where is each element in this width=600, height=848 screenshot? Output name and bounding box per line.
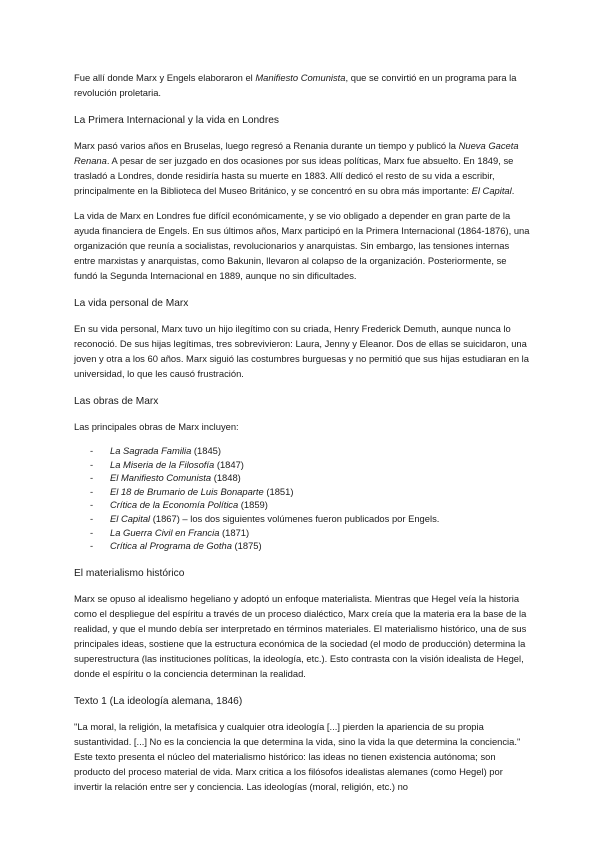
materialism-paragraph: Marx se opuso al idealismo hegeliano y adoptó un enfoque materialista. Mientras que Hegel veía la historia como el despliegue del espíritu a través de un proceso dialéctico, Marx creía que la materia era la base de la realidad, y que el mundo debía ser interpretado en términos materiales. El materialismo histórico, una de sus principales ideas, sostiene que la estructura económica de la sociedad (el modo de producción) determina la superestructura (las instituciones políticas, la ideología, etc.). Esto contrasta con la visión idealista de Hegel, donde el espíritu o la conciencia determinan la realidad. xyxy=(74,592,527,679)
work-title: Crítica al Programa de Gotha xyxy=(110,540,232,552)
bullet: - xyxy=(90,512,94,524)
bullet: - xyxy=(90,485,94,497)
work-title: El Capital xyxy=(110,512,151,524)
intro-text-end: , que se convirtió en un programa para la revolución proletaria. xyxy=(74,72,517,98)
list-item xyxy=(74,526,532,540)
heading-works: Las obras de Marx xyxy=(74,396,159,407)
london-p1-emphasis: Nueva Gaceta Renana xyxy=(74,140,519,166)
work-title: La Sagrada Familia xyxy=(110,445,192,456)
work-year: (1875) xyxy=(231,540,262,552)
london-p1-text-2: . A pesar de ser juzgado en dos ocasiones por sus ideas políticas, Marx fue absuelto. En 1849, se trasladó a Londres, donde residiría hasta su muerte en 1883. Allí dedicó el resto de su vida a escribir, principalmente en la Biblioteca del Museo Británico, y se concentró en su obra más importante: xyxy=(74,155,514,196)
intro-emphasis: Manifiesto Comunista xyxy=(255,72,346,83)
work-year: (1847) xyxy=(214,458,244,470)
bullet: - xyxy=(90,445,94,456)
work-year: (1851) xyxy=(263,485,294,497)
work-year: (1871) xyxy=(219,526,250,538)
heading-text1: Texto 1 (La ideología alemana, 1846) xyxy=(74,695,243,707)
list-item xyxy=(74,498,532,512)
bullet: - xyxy=(90,458,94,470)
list-item xyxy=(74,471,532,485)
bullet: - xyxy=(90,526,94,538)
bullet: - xyxy=(90,472,94,484)
work-title: El 18 de Brumario de Luis Bonaparte xyxy=(110,485,264,497)
list-item xyxy=(74,444,532,458)
list-item xyxy=(74,458,532,472)
work-year: (1859) xyxy=(238,499,268,511)
bullet: - xyxy=(90,540,94,552)
list-item xyxy=(74,485,532,499)
works-list xyxy=(74,444,532,553)
work-title: Crítica de la Economía Política xyxy=(110,499,239,511)
list-item xyxy=(74,512,532,526)
work-title: El Manifiesto Comunista xyxy=(110,472,212,484)
work-title: La Miseria de la Filosofía xyxy=(110,458,215,470)
heading-materialism: El materialismo histórico xyxy=(74,567,185,579)
work-title: La Guerra Civil en Francia xyxy=(110,526,220,538)
intro-text: Fue allí donde Marx y Engels elaboraron el xyxy=(74,72,256,83)
heading-personal: La vida personal de Marx xyxy=(74,298,189,309)
list-item xyxy=(74,539,532,553)
bullet: - xyxy=(90,499,94,511)
london-p1-text-3: . xyxy=(511,185,515,196)
work-year: (1848) xyxy=(211,472,241,484)
text1-paragraph: "La moral, la religión, la metafísica y cualquier otra ideología [...] pierden la apariencia de su propia sustantividad. [...] No es la conciencia la que determina la vida, sino la vida la que determina la conciencia." Este texto presenta el núcleo del materialismo histórico: las ideas no tienen existencia autónoma; son producto del proceso material de vida. Marx critica a los filósofos idealistas alemanes (como Hegel) por invertir la relación entre ser y conciencia. Las ideologías (moral, religión, etc.) no xyxy=(74,720,521,792)
london-paragraph-2: La vida de Marx en Londres fue difícil económicamente, y se vio obligado a depender en gran parte de la ayuda financiera de Engels. En sus últimos años, Marx participó en la Primera Internacional (1864-1876), una organización que reunía a socialistas, revolucionarios y anarquistas. Sin embargo, las tensiones internas entre marxistas y anarquistas, como Bakunin, llevaron al colapso de la organización. Posteriormente, se fundó la Segunda Internacional en 1889, aunque no sin dificultades. xyxy=(74,210,530,281)
works-intro: Las principales obras de Marx incluyen: xyxy=(74,421,239,432)
personal-paragraph: En su vida personal, Marx tuvo un hijo ilegítimo con su criada, Henry Frederick Demuth, aunque nunca lo reconoció. De sus hijas legítimas, tres sobrevivieron: Laura, Jenny y Eleanor. Dos de ellas se suicidaron, una joven y otra a los 60 años. Marx siguió las costumbres burguesas y no permitió que sus hijas estudiaran en la universidad, lo que les causó frustración. xyxy=(74,323,529,379)
heading-london: La Primera Internacional y la vida en Londres xyxy=(74,115,279,126)
london-p1-emphasis-2: El Capital xyxy=(471,185,512,196)
london-paragraph-1 xyxy=(74,138,532,198)
work-year: (1845) xyxy=(191,445,222,456)
london-p1-text: Marx pasó varios años en Bruselas, luego regresó a Renania durante un tiempo y publicó la xyxy=(74,140,459,151)
document-body xyxy=(74,70,532,794)
work-year: (1867) – los dos siguientes volúmenes fueron publicados por Engels. xyxy=(150,512,440,524)
intro-paragraph xyxy=(74,70,532,100)
